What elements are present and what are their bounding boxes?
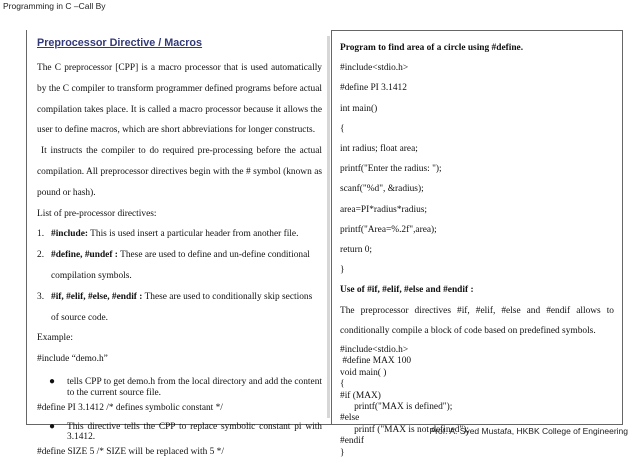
code-line: area=PI*radius*radius; bbox=[340, 204, 428, 215]
code-line: void main( ) bbox=[340, 367, 387, 378]
directive-item-if bbox=[37, 287, 322, 329]
item-body bbox=[51, 287, 322, 329]
code-line: return 0; bbox=[340, 245, 373, 256]
item-keyword: #include: bbox=[51, 229, 88, 240]
code-line: } bbox=[340, 265, 345, 276]
example-label: Example: bbox=[37, 333, 73, 344]
item-text: These are used to define and un-define conditional compilation symbols. bbox=[51, 250, 310, 281]
left-column bbox=[26, 30, 331, 458]
bullet-icon: ● bbox=[48, 375, 56, 387]
item-number: 3. bbox=[37, 291, 45, 302]
code-line: #include<stdio.h> bbox=[340, 345, 409, 356]
item-keyword: #if, #elif, #else, #endif : bbox=[51, 291, 143, 302]
conditional-code-listing bbox=[340, 345, 622, 459]
code-line: } bbox=[340, 447, 345, 458]
code-line: int radius; float area; bbox=[340, 144, 418, 155]
bullet-item bbox=[37, 422, 322, 444]
item-text: These are used to conditionally skip sections of source code. bbox=[51, 291, 313, 323]
item-keyword: #define, #undef : bbox=[51, 250, 118, 261]
program-listing bbox=[340, 58, 622, 280]
list-heading: List of pre-processor directives: bbox=[37, 208, 157, 219]
if-heading: Use of #if, #elif, #else and #endif : bbox=[340, 285, 474, 296]
define-pi-example: #define PI 3.1412 /* defines symbolic constant */ bbox=[37, 402, 223, 413]
item-number: 1. bbox=[37, 229, 45, 240]
section-title: Preprocessor Directive / Macros bbox=[37, 37, 203, 49]
bullet-item bbox=[37, 377, 322, 399]
intro-paragraph: The C preprocessor [CPP] is a macro processor that is used automatically by the C compiler to transform programmer defined programs before actual compilation takes place. It is called a macro processor because it allows the user to define macros, which are short abbreviations for longer constructs. bbox=[37, 63, 322, 136]
code-line: #if (MAX) bbox=[340, 390, 381, 401]
course-header: Programming in C –Call By bbox=[3, 1, 106, 11]
code-line: printf("Enter the radius: "); bbox=[340, 164, 442, 175]
code-line: { bbox=[340, 123, 345, 134]
directive-item-include bbox=[37, 224, 322, 245]
include-example: #include “demo.h” bbox=[37, 354, 108, 365]
item-body bbox=[51, 224, 322, 245]
code-line: scanf("%d", &radius); bbox=[340, 184, 424, 195]
bullet-icon: ● bbox=[48, 420, 56, 432]
bullet-text: tells CPP to get demo.h from the local directory and add the content to the current source file. bbox=[67, 376, 322, 398]
code-line: #define PI 3.1412 bbox=[340, 83, 407, 94]
code-line: { bbox=[340, 379, 345, 390]
bullet-text: This directive tells the CPP to replace symbolic constant pi with 3.1412. bbox=[67, 421, 322, 443]
footer-credit: Prof. A. Syed Mustafa, HKBK College of Engineering bbox=[429, 426, 628, 436]
code-line: printf("Area=%.2f",area); bbox=[340, 224, 437, 235]
code-line: printf ("MAX is not defined"); bbox=[340, 424, 469, 435]
define-size-example: #define SIZE 5 /* SIZE will be replaced with 5 */ bbox=[37, 447, 224, 458]
instructs-paragraph: It instructs the compiler to do required pre-processing before the actual compilation. All preprocessor directives begin with the # symbol (known as pound or hash). bbox=[37, 146, 322, 198]
if-description: The preprocessor directives #if, #elif, #else and #endif allows to conditionally compile a block of code based on predefined symbols. bbox=[340, 305, 614, 336]
program-title: Program to find area of a circle using #define. bbox=[340, 43, 524, 53]
code-line: #define MAX 100 bbox=[340, 356, 412, 367]
item-number: 2. bbox=[37, 250, 45, 261]
item-text: This is used insert a particular header from another file. bbox=[87, 229, 299, 240]
code-line: printf("MAX is defined"); bbox=[340, 402, 453, 413]
code-line: #else bbox=[340, 413, 360, 424]
code-line: #endif bbox=[340, 436, 364, 447]
code-line: int main() bbox=[340, 103, 378, 114]
item-body bbox=[51, 245, 322, 287]
directive-item-define bbox=[37, 245, 322, 287]
code-line: #include<stdio.h> bbox=[340, 63, 409, 74]
